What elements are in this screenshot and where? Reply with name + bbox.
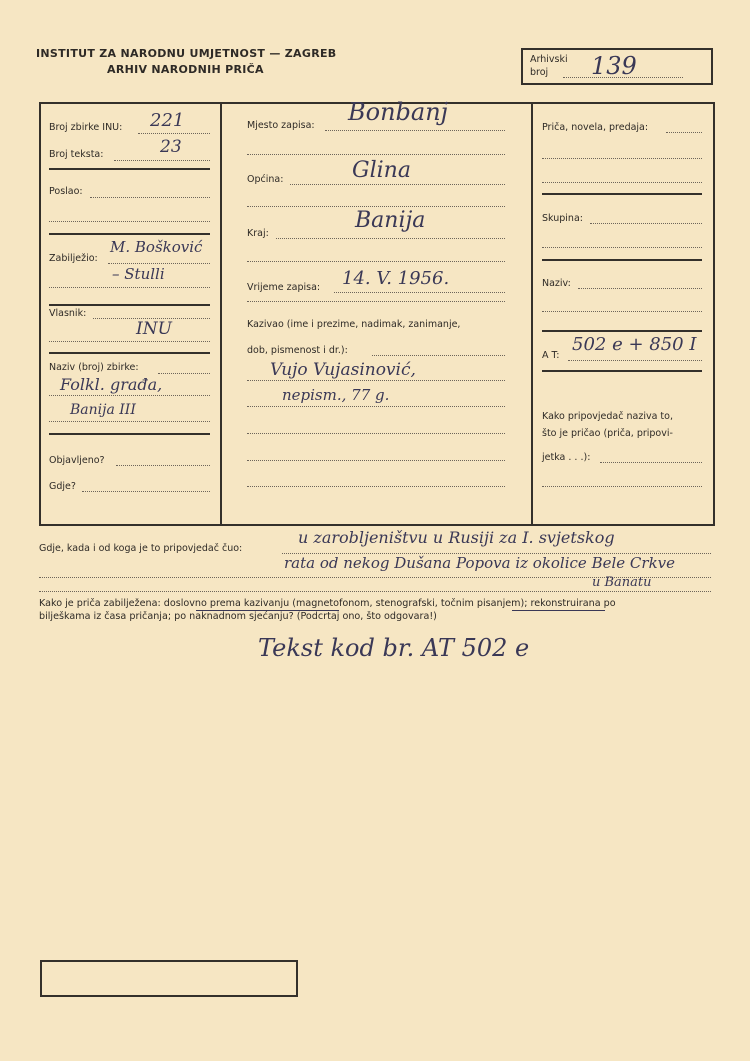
broj-teksta-label: Broj teksta: — [49, 149, 104, 160]
left-sep-1 — [49, 168, 210, 170]
kazivao-value-1: Vujo Vujasinović, — [270, 360, 416, 380]
bottom-box — [40, 960, 298, 997]
zabiljezio-value-1: M. Bošković — [110, 238, 203, 256]
gdje-kada-value-2: rata od nekog Dušana Popova iz okolice Bele Crkve — [284, 554, 676, 572]
right-sep-3 — [542, 330, 702, 332]
gdje-line — [82, 491, 210, 492]
prica-line-3 — [542, 182, 702, 183]
broj-zbirke-line — [138, 133, 210, 134]
gdje-label: Gdje? — [49, 481, 76, 492]
zabiljezio-value-2: – Stulli — [112, 265, 165, 283]
kazivao-label-2: dob, pismenost i dr.): — [247, 345, 348, 356]
skupina-line-2 — [542, 247, 702, 248]
kraj-value: Banija — [355, 208, 426, 233]
kako-naziva-label-3: jetka . . .): — [542, 452, 591, 463]
mjesto-label: Mjesto zapisa: — [247, 120, 315, 131]
opcina-label: Općina: — [247, 174, 284, 185]
opcina-value: Glina — [352, 158, 411, 183]
kraj-label: Kraj: — [247, 228, 269, 239]
skupina-label: Skupina: — [542, 213, 583, 224]
poslao-label: Poslao: — [49, 186, 83, 197]
at-value: 502 e + 850 I — [572, 334, 697, 355]
left-sep-5 — [49, 433, 210, 435]
kako-naziva-line-1 — [600, 462, 702, 463]
objavljeno-label: Objavljeno? — [49, 455, 105, 466]
kazivao-line-3 — [247, 406, 505, 407]
naziv-zbirke-value-2: Banija III — [70, 402, 136, 418]
archive-number-label-1: Arhivski — [530, 54, 568, 65]
kazivao-line-6 — [247, 486, 505, 487]
kako-naziva-line-2 — [542, 486, 702, 487]
mjesto-value: Bonbanj — [348, 98, 449, 126]
broj-zbirke-label: Broj zbirke INU: — [49, 122, 123, 133]
kraj-line-2 — [247, 261, 505, 262]
right-sep-2 — [542, 259, 702, 261]
vrijeme-line-2 — [247, 301, 505, 302]
broj-teksta-value: 23 — [160, 137, 182, 157]
naziv-zbirke-line-3 — [49, 421, 210, 422]
kazivao-line-5 — [247, 460, 505, 461]
divider-right — [531, 102, 533, 525]
objavljeno-line — [116, 465, 210, 466]
gdje-kada-value-1: u zarobljeništvu u Rusiji za I. svjetskog — [298, 528, 615, 547]
institute-name: INSTITUT ZA NARODNU UMJETNOST — ZAGREB — [36, 47, 337, 60]
naziv-line-2 — [542, 311, 702, 312]
broj-teksta-line — [114, 160, 210, 161]
archive-number-label-2: broj — [530, 67, 549, 78]
note-text: Tekst kod br. AT 502 e — [258, 634, 530, 662]
gdje-kada-line-3 — [39, 591, 711, 592]
vrijeme-label: Vrijeme zapisa: — [247, 282, 321, 293]
archive-number-box — [521, 48, 713, 85]
right-sep-4 — [542, 370, 702, 372]
vlasnik-label: Vlasnik: — [49, 308, 87, 319]
left-sep-4 — [49, 352, 210, 354]
right-sep-1 — [542, 193, 702, 195]
vrijeme-line — [334, 292, 505, 293]
vlasnik-value: INU — [136, 319, 172, 339]
zabiljezio-line-1 — [108, 263, 210, 264]
kako-naziva-label-1: Kako pripovjedač naziva to, — [542, 411, 673, 422]
vlasnik-line-2 — [49, 341, 210, 342]
gdje-kada-value-3: u Banatu — [592, 575, 652, 590]
underline-tocnim — [512, 610, 605, 611]
archive-number-value: 139 — [591, 52, 637, 80]
prica-label: Priča, novela, predaja: — [542, 122, 649, 133]
kazivao-value-2: nepism., 77 g. — [282, 386, 390, 404]
naziv-label: Naziv: — [542, 278, 571, 289]
kazivao-line-2 — [247, 380, 505, 381]
kako-zabiljezena-line-2: bilješkama iz časa pričanja; po naknadnom sjećanju? (Podcrtaj ono, što odgovara!) — [39, 611, 437, 622]
kazivao-label-1: Kazivao (ime i prezime, nadimak, zanimanje, — [247, 319, 461, 330]
mjesto-line-2 — [247, 154, 505, 155]
naziv-zbirke-label: Naziv (broj) zbirke: — [49, 362, 139, 373]
prica-line-1 — [666, 132, 702, 133]
zabiljezio-label: Zabilježio: — [49, 253, 98, 264]
left-sep-2 — [49, 233, 210, 235]
vrijeme-value: 14. V. 1956. — [342, 268, 450, 289]
skupina-line-1 — [590, 223, 702, 224]
underline-doslovno — [196, 610, 339, 611]
opcina-line — [290, 184, 505, 185]
at-label: A T: — [542, 350, 560, 361]
left-sep-3 — [49, 304, 210, 306]
kako-zabiljezena-line-1: Kako je priča zabilježena: doslovno prema kazivanju (magnetofonom, stenografski, točnim pisanjem); rekonstruirana po — [39, 598, 616, 609]
poslao-line-2 — [49, 221, 210, 222]
divider-left — [220, 102, 222, 525]
mjesto-line — [325, 130, 505, 131]
kazivao-line-1 — [372, 355, 505, 356]
naziv-zbirke-value-1: Folkl. građa, — [60, 375, 163, 394]
naziv-zbirke-line-1 — [158, 373, 210, 374]
gdje-kada-label: Gdje, kada i od koga je to pripovjedač čuo: — [39, 543, 243, 554]
naziv-zbirke-line-2 — [49, 395, 210, 396]
zabiljezio-line-2 — [49, 287, 210, 288]
prica-line-2 — [542, 158, 702, 159]
opcina-line-2 — [247, 206, 505, 207]
kazivao-line-4 — [247, 433, 505, 434]
naziv-line-1 — [578, 288, 702, 289]
kraj-line — [276, 238, 505, 239]
kako-naziva-label-2: što je pričao (priča, pripovi- — [542, 428, 673, 439]
archive-name: ARHIV NARODNIH PRIČA — [107, 63, 264, 76]
at-line — [568, 360, 702, 361]
poslao-line-1 — [90, 197, 210, 198]
broj-zbirke-value: 221 — [150, 110, 185, 131]
